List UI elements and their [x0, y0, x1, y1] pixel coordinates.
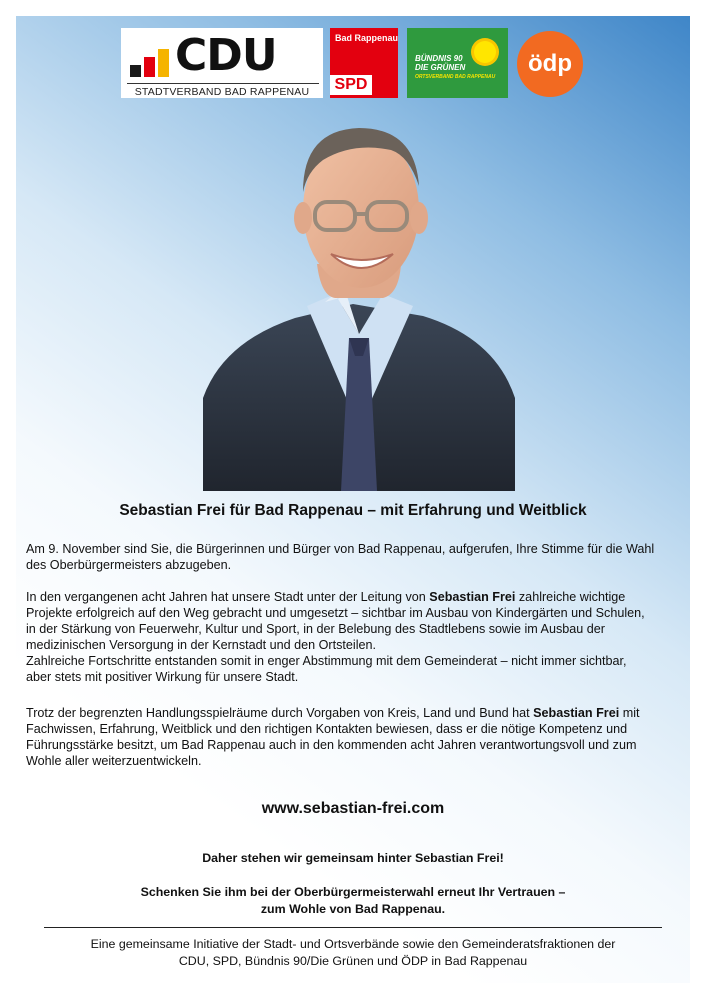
spd-logo [330, 28, 398, 98]
oedp-logo: ödp [517, 31, 583, 97]
closing-statement: Daher stehen wir gemeinsam hinter Sebastian Frei! [202, 851, 504, 865]
closing-appeal: Schenken Sie ihm bei der Oberbürgermeisterwahl erneut Ihr Vertrauen – zum Wohle von Bad Rappenau. [140, 885, 566, 916]
cdu-wordmark: CDU [175, 30, 277, 81]
paragraph-election-date: Am 9. November sind Sie, die Bürgerinnen und Bürger von Bad Rappenau, aufgerufen, Ihre Stimme für die Wahl des Oberbürgermeisters abzugeben. [26, 542, 655, 572]
candidate-portrait [203, 106, 515, 491]
paragraph-achievements: In den vergangenen acht Jahren hat unsere Stadt unter der Leitung von Sebastian Frei zahlreiche wichtige Projekte erfolgreich auf den Weg gebracht und umgesetzt – sichtbar im Ausbau von Kindergärten und Schulen, in der Stärkung von Feuerwehr, Kultur und Sport, in der Belebung des Stadtlebens sowie im Ausbau der medizinischen Versorgung in der Kernstadt und den Ortsteilen. Zahlreiche Fortschritte entstanden somit in enger Abstimmung mit dem Gemeinderat – nicht immer sichtbar, aber stets mit positiver Wirkung für unsere Stadt. [26, 590, 645, 684]
sunflower-icon [474, 41, 496, 63]
website-link[interactable]: www.sebastian-frei.com [261, 800, 445, 817]
cdu-logo [121, 28, 323, 98]
spd-city: Bad Rappenau [335, 33, 399, 43]
headline: Sebastian Frei für Bad Rappenau – mit Erfahrung und Weitblick [119, 502, 587, 519]
gruene-logo [407, 28, 508, 98]
gruene-subtitle: ORTSVERBAND BAD RAPPENAU [415, 74, 496, 80]
spd-wordmark: SPD [330, 75, 372, 95]
footer-divider [44, 927, 662, 928]
cdu-bars-icon [130, 47, 174, 77]
cdu-subtitle: STADTVERBAND BAD RAPPENAU [134, 86, 310, 98]
paragraph-competence: Trotz der begrenzten Handlungsspielräume durch Vorgaben von Kreis, Land und Bund hat Sebastian Frei mit Fachwissen, Erfahrung, Weitblick und den richtigen Kontakten bewiesen, dass er die nötige Kompetenz und Führungsstärke besitzt, um Bad Rappenau auch in den kommenden acht Jahren verantwortungsvoll und zum Wohle aller weiterzuentwickeln. [26, 706, 640, 768]
party-logos [0, 28, 706, 98]
footer-text: Eine gemeinsame Initiative der Stadt- und Ortsverbände sowie den Gemeinderatsfraktionen der CDU, SPD, Bündnis 90/Die Grünen und ÖDP in Bad Rappenau [90, 937, 616, 968]
cdu-divider [127, 83, 319, 84]
gruene-wordmark: BÜNDNIS 90 DIE GRÜNEN [415, 54, 466, 72]
